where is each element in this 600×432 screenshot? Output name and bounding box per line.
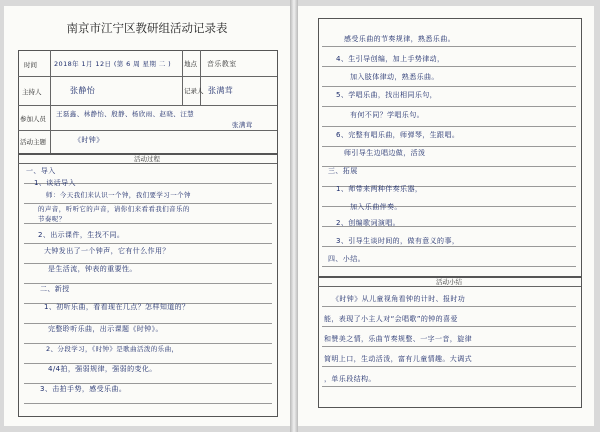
recorder-value: 张满茸 — [208, 86, 234, 95]
left-note-line: 二、新授 — [40, 285, 70, 293]
left-note-line: 1、初听乐曲，看看现在几点？怎样知道的？ — [44, 303, 190, 311]
left-note-line: 2、出示课件，生找不同。 — [38, 231, 125, 239]
summary-line: 简明上口，生动活泼，富有儿童情趣。大调式 — [324, 355, 472, 363]
left-page — [4, 6, 290, 426]
form-title: 南京市江宁区教研组活动记录表 — [66, 21, 228, 35]
right-note-line: 1、师带来两种伴奏乐器， — [336, 185, 423, 193]
left-note-line: 是生活流，钟表的重要性。 — [48, 265, 137, 273]
summary-label: 活动小结 — [436, 278, 462, 286]
left-note-line: 的声音，听听它的声音，请你们来看看我们音乐的 — [38, 205, 190, 213]
host-value: 张静怡 — [70, 86, 96, 95]
left-note-line: 师：今天我们来认识一个钟，我们要学习一个钟 — [46, 191, 191, 199]
summary-line: 《时钟》从儿童视角看钟的计时、报时功 — [332, 295, 466, 303]
right-note-line: 加入乐曲伴奏。 — [350, 203, 402, 211]
participants-label: 参加人员 — [20, 115, 46, 123]
summary-line: 能，表现了小主人对“会唱歌”的钟的喜爱 — [324, 315, 458, 323]
left-note-line: 完整聆听乐曲，出示课题《时钟》。 — [48, 325, 163, 333]
left-note-line: 1、谈话导入 — [34, 179, 76, 187]
left-note-line: 3、击拍手势，感受乐曲。 — [40, 385, 127, 393]
right-note-line: 有何不同？学唱乐句。 — [350, 111, 424, 119]
time-value: 2018年 1月 12日 (第 6 周 星期 二 ) — [54, 60, 172, 68]
left-note-line: 2、分段学习，《时钟》是歌曲活泼的乐曲， — [46, 345, 179, 353]
right-note-line: 感受乐曲的节奏规律，熟悉乐曲。 — [344, 35, 455, 43]
process-label: 活动过程 — [134, 155, 160, 163]
left-note-line: 大钟发出了一个钟声，它有什么作用？ — [44, 247, 170, 255]
right-note-line: 3、引导生谈时间的，做有意义的事， — [336, 237, 460, 245]
book-spine — [290, 0, 298, 432]
location-label: 地点 — [184, 60, 197, 68]
right-note-line: 4、生引导创编，加上手势律动， — [336, 55, 445, 63]
host-label: 主持人 — [22, 88, 42, 96]
right-note-line: 师引导生边唱边做，活泼 — [344, 149, 426, 157]
participants-value-2: 张满茸 — [232, 121, 253, 129]
location-value: 音乐教室 — [207, 60, 237, 68]
right-note-line: 加入肢体律动，熟悉乐曲。 — [350, 73, 439, 81]
summary-line: 和赞美之情，乐曲节奏规整、一字一音，旋律 — [324, 335, 472, 343]
recorder-label: 记录人 — [184, 87, 204, 95]
right-note-line: 四、小结。 — [328, 255, 365, 263]
right-note-line: 6、完整有唱乐曲，师弹琴，生跟唱。 — [336, 131, 460, 139]
left-note-line: 一、导入 — [26, 167, 56, 175]
left-note-line: 节奏呢？ — [38, 215, 66, 223]
time-label: 时间 — [24, 61, 37, 69]
topic-value: 《时钟》 — [74, 136, 104, 144]
right-page — [298, 6, 594, 426]
summary-line: ，单乐段结构。 — [324, 375, 376, 383]
participants-value: 王磊鑫、林静怡、殷静、杨欣雨、赵晓、汪慧 — [56, 110, 194, 118]
right-note-line: 三、拓展 — [328, 167, 358, 175]
left-note-line: 4/4拍，强弱规律，强弱的变化。 — [48, 365, 157, 373]
topic-label: 活动主题 — [20, 138, 46, 146]
right-note-line: 5、学唱乐曲，找出相同乐句， — [336, 91, 438, 99]
right-note-line: 2、创编歌词演唱。 — [336, 219, 401, 227]
